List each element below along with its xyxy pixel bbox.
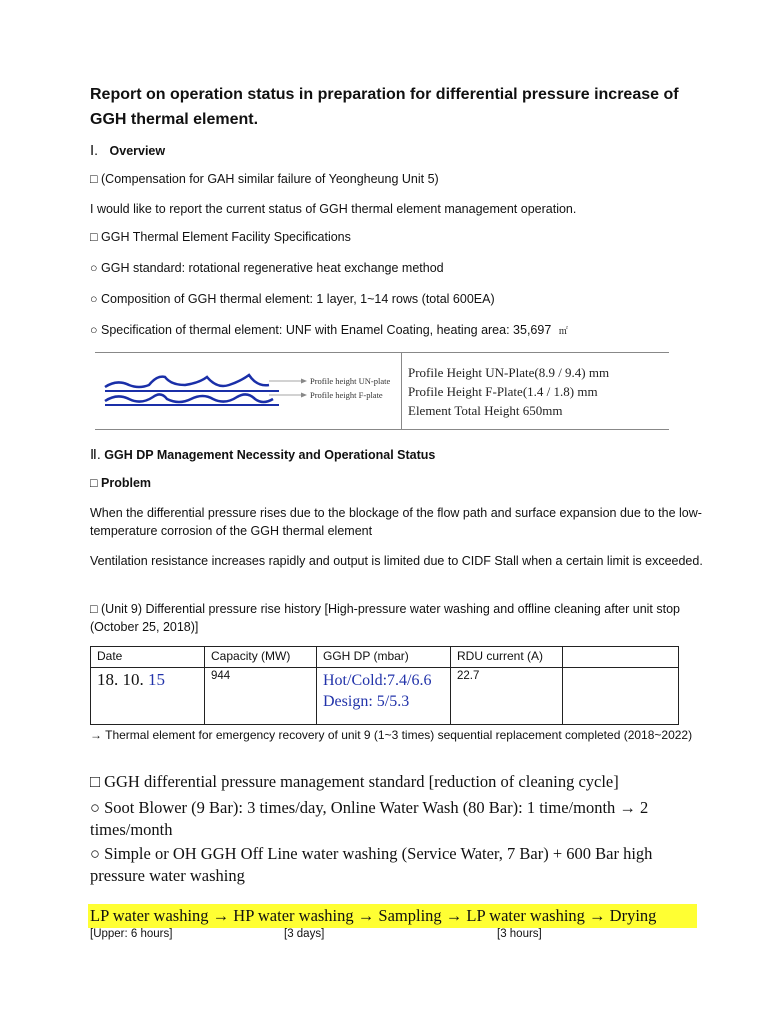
cell-capacity: 944 [205, 668, 317, 725]
plate-profile-diagram [95, 353, 401, 429]
spec-bullet-text: ○ Specification of thermal element: UNF with Enamel Coating, heating area: 35,697 [90, 323, 552, 337]
problem-heading: □ Problem [90, 476, 152, 490]
cell-ggh-dp [317, 668, 451, 725]
header-rdu-current: RDU current (A) [451, 647, 563, 668]
dp-hot-cold: Hot/Cold:7.4/6.6 [323, 672, 432, 689]
process-note-upper: [Upper: 6 hours] [90, 928, 173, 940]
cell-rdu-current: 22.7 [451, 668, 563, 725]
history-heading: □ (Unit 9) Differential pressure rise history [High-pressure water washing and offline cleaning after unit stop (October 25, 2018)] [90, 602, 681, 634]
area-unit: ㎡ [558, 326, 568, 336]
problem-paragraph-1: When the differential pressure rises due to the blockage of the flow path and surface expansion due to the low-temperature corrosion of the GGH thermal element [90, 506, 702, 538]
header-capacity: Capacity (MW) [205, 647, 317, 668]
table-row [91, 668, 679, 725]
section-1-numeral: Ⅰ. [90, 142, 99, 158]
report-title: Report on operation status in preparation for differential pressure increase of GGH thermal element. [90, 86, 679, 128]
management-item-1: ○ Soot Blower (9 Bar): 3 times/day, Online Water Wash (80 Bar): 1 time/month → 2 times/month [90, 798, 649, 839]
section-2-numeral: Ⅱ. [90, 446, 101, 462]
un-plate-wave [105, 375, 269, 387]
section-2-title: GGH DP Management Necessity and Operational Status [104, 448, 436, 462]
dp-history-table [90, 646, 679, 725]
spec-bullet-specification [90, 323, 568, 337]
dp-design: Design: 5/5.3 [323, 693, 410, 710]
replacement-note: → Thermal element for emergency recovery of unit 9 (1~3 times) sequential replacement completed (2018~2022) [90, 728, 693, 742]
problem-paragraph-2: Ventilation resistance increases rapidly and output is limited due to CIDF Stall when a certain limit is exceeded. [90, 554, 703, 568]
label-f-plate: Profile height F-plate [310, 390, 383, 400]
spec-bullet-composition: ○ Composition of GGH thermal element: 1 layer, 1~14 rows (total 600EA) [90, 292, 495, 306]
date-prefix: 18. 10. [97, 670, 148, 689]
figure-divider [401, 353, 402, 429]
spec-bullet-standard: ○ GGH standard: rotational regenerative heat exchange method [90, 261, 444, 275]
date-day: 15 [148, 670, 165, 689]
specs-heading: □ GGH Thermal Element Facility Specifications [90, 230, 351, 244]
cell-extra [563, 668, 679, 725]
management-heading: □ GGH differential pressure management standard [reduction of cleaning cycle] [90, 772, 619, 791]
cell-date [91, 668, 205, 725]
header-ggh-dp: GGH DP (mbar) [317, 647, 451, 668]
intro-text: I would like to report the current status of GGH thermal element management operation. [90, 202, 577, 216]
thermal-element-figure [95, 352, 669, 430]
section-1-heading [90, 142, 165, 159]
process-note-hours: [3 hours] [497, 928, 542, 940]
table-header-row [91, 647, 679, 668]
spec-line-un-plate: Profile Height UN-Plate(8.9 / 9.4) mm [408, 365, 610, 380]
header-date: Date [91, 647, 205, 668]
section-2-heading [90, 446, 435, 463]
spec-line-f-plate: Profile Height F-Plate(1.4 / 1.8) mm [408, 384, 598, 399]
compensation-note: □ (Compensation for GAH similar failure of Yeongheung Unit 5) [90, 172, 439, 186]
process-note-days: [3 days] [284, 928, 325, 940]
section-1-title: Overview [109, 144, 166, 158]
f-plate-wave [105, 394, 273, 402]
header-empty [563, 647, 679, 668]
process-flow: LP water washing → HP water washing → Sampling → LP water washing → Drying [90, 906, 657, 925]
element-spec-lines [408, 363, 609, 420]
management-item-2: ○ Simple or OH GGH Off Line water washing (Service Water, 7 Bar) + 600 Bar high pressure water washing [90, 844, 653, 885]
label-un-plate: Profile height UN-plate [310, 376, 391, 386]
spec-line-total-height: Element Total Height 650mm [408, 403, 563, 418]
